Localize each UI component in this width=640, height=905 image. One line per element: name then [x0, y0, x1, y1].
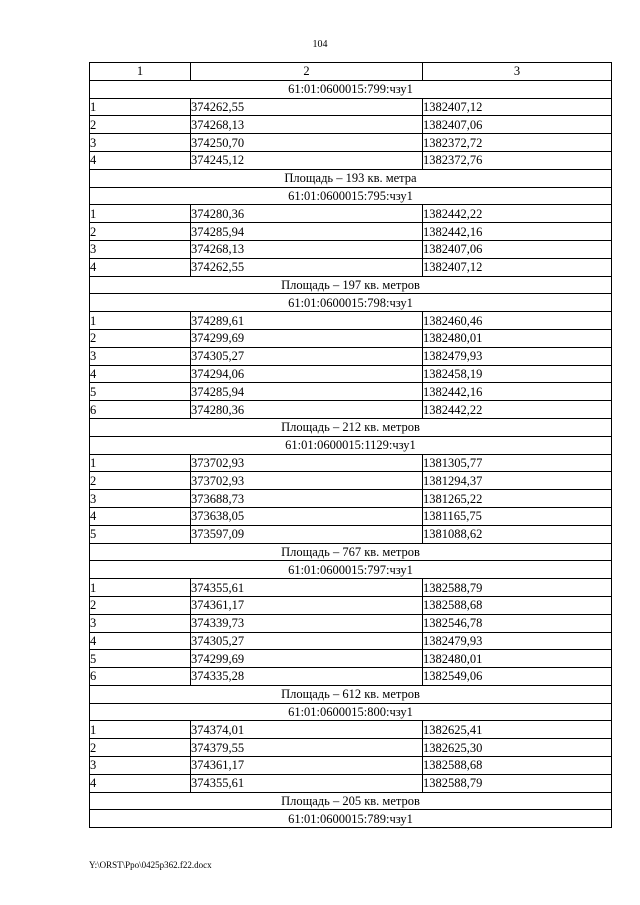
- x-coordinate-cell: 374285,94: [191, 383, 423, 401]
- y-coordinate-cell: 1382407,06: [423, 240, 612, 258]
- x-coordinate-cell: 374361,17: [191, 757, 423, 775]
- y-coordinate-cell: 1381294,37: [423, 472, 612, 490]
- point-number-cell: 4: [90, 151, 191, 169]
- point-number-cell: 3: [90, 490, 191, 508]
- x-coordinate-cell: 374294,06: [191, 365, 423, 383]
- table-row: [90, 596, 612, 614]
- page-number: 104: [312, 39, 328, 50]
- point-number-cell: 5: [90, 650, 191, 668]
- y-coordinate-cell: 1382479,93: [423, 632, 612, 650]
- y-coordinate-cell: 1382407,12: [423, 98, 612, 116]
- y-coordinate-cell: 1382588,79: [423, 774, 612, 792]
- point-number-cell: 6: [90, 668, 191, 686]
- y-coordinate-cell: 1382442,16: [423, 383, 612, 401]
- point-number-cell: 3: [90, 757, 191, 775]
- x-coordinate-cell: 374305,27: [191, 632, 423, 650]
- y-coordinate-cell: 1381265,22: [423, 490, 612, 508]
- table-row: [90, 258, 612, 276]
- section-row: [90, 436, 612, 454]
- coordinates-table: [89, 62, 612, 828]
- table-row: [90, 525, 612, 543]
- y-coordinate-cell: 1382442,22: [423, 401, 612, 419]
- table-row: [90, 757, 612, 775]
- x-coordinate-cell: 374361,17: [191, 596, 423, 614]
- column-header-point-number: 1: [90, 63, 191, 81]
- table-row: [90, 329, 612, 347]
- x-coordinate-cell: 373702,93: [191, 454, 423, 472]
- point-number-cell: 2: [90, 596, 191, 614]
- y-coordinate-cell: 1382442,22: [423, 205, 612, 223]
- section-row: [90, 561, 612, 579]
- point-number-cell: 4: [90, 507, 191, 525]
- point-number-cell: 2: [90, 116, 191, 134]
- parcel-number: 61:01:0600015:797:чзу1: [90, 561, 612, 579]
- x-coordinate-cell: 374268,13: [191, 116, 423, 134]
- table-row: [90, 347, 612, 365]
- x-coordinate-cell: 373688,73: [191, 490, 423, 508]
- table-row: [90, 312, 612, 330]
- table-row: [90, 721, 612, 739]
- x-coordinate-cell: 373638,05: [191, 507, 423, 525]
- point-number-cell: 5: [90, 383, 191, 401]
- point-number-cell: 2: [90, 223, 191, 241]
- table-row: [90, 614, 612, 632]
- y-coordinate-cell: 1382479,93: [423, 347, 612, 365]
- column-header-x-coordinate: 2: [191, 63, 423, 81]
- table-body: [90, 80, 612, 827]
- y-coordinate-cell: 1382546,78: [423, 614, 612, 632]
- table-row: [90, 490, 612, 508]
- parcel-number: 61:01:0600015:789:чзу1: [90, 810, 612, 828]
- parcel-number: 61:01:0600015:1129:чзу1: [90, 436, 612, 454]
- table-row: [90, 134, 612, 152]
- area-label: Площадь – 212 кв. метров: [90, 418, 612, 436]
- y-coordinate-cell: 1382458,19: [423, 365, 612, 383]
- point-number-cell: 3: [90, 240, 191, 258]
- point-number-cell: 4: [90, 774, 191, 792]
- table-row: [90, 116, 612, 134]
- table-row: [90, 240, 612, 258]
- point-number-cell: 4: [90, 258, 191, 276]
- y-coordinate-cell: 1382407,12: [423, 258, 612, 276]
- point-number-cell: 1: [90, 312, 191, 330]
- point-number-cell: 5: [90, 525, 191, 543]
- point-number-cell: 3: [90, 134, 191, 152]
- y-coordinate-cell: 1382625,41: [423, 721, 612, 739]
- x-coordinate-cell: 374289,61: [191, 312, 423, 330]
- x-coordinate-cell: 374262,55: [191, 98, 423, 116]
- table-header-row: [90, 63, 612, 81]
- table-row: [90, 454, 612, 472]
- point-number-cell: 1: [90, 205, 191, 223]
- y-coordinate-cell: 1382372,72: [423, 134, 612, 152]
- point-number-cell: 4: [90, 365, 191, 383]
- point-number-cell: 1: [90, 98, 191, 116]
- point-number-cell: 2: [90, 472, 191, 490]
- y-coordinate-cell: 1382588,79: [423, 579, 612, 597]
- table-row: [90, 151, 612, 169]
- section-row: [90, 294, 612, 312]
- section-row: [90, 187, 612, 205]
- y-coordinate-cell: 1381165,75: [423, 507, 612, 525]
- table-row: [90, 383, 612, 401]
- table-row: [90, 739, 612, 757]
- point-number-cell: 1: [90, 454, 191, 472]
- x-coordinate-cell: 374374,01: [191, 721, 423, 739]
- point-number-cell: 2: [90, 329, 191, 347]
- y-coordinate-cell: 1382407,06: [423, 116, 612, 134]
- section-row: [90, 792, 612, 810]
- y-coordinate-cell: 1382460,46: [423, 312, 612, 330]
- point-number-cell: 3: [90, 614, 191, 632]
- x-coordinate-cell: 373702,93: [191, 472, 423, 490]
- table-row: [90, 579, 612, 597]
- table-row: [90, 668, 612, 686]
- x-coordinate-cell: 374299,69: [191, 650, 423, 668]
- x-coordinate-cell: 374379,55: [191, 739, 423, 757]
- table-row: [90, 650, 612, 668]
- x-coordinate-cell: 374355,61: [191, 774, 423, 792]
- x-coordinate-cell: 374335,28: [191, 668, 423, 686]
- x-coordinate-cell: 374250,70: [191, 134, 423, 152]
- parcel-number: 61:01:0600015:800:чзу1: [90, 703, 612, 721]
- x-coordinate-cell: 374280,36: [191, 401, 423, 419]
- point-number-cell: 3: [90, 347, 191, 365]
- y-coordinate-cell: 1382588,68: [423, 596, 612, 614]
- table-row: [90, 774, 612, 792]
- x-coordinate-cell: 374245,12: [191, 151, 423, 169]
- point-number-cell: 4: [90, 632, 191, 650]
- table-row: [90, 205, 612, 223]
- point-number-cell: 2: [90, 739, 191, 757]
- section-row: [90, 276, 612, 294]
- x-coordinate-cell: 374268,13: [191, 240, 423, 258]
- x-coordinate-cell: 374305,27: [191, 347, 423, 365]
- area-label: Площадь – 612 кв. метров: [90, 685, 612, 703]
- parcel-number: 61:01:0600015:799:чзу1: [90, 80, 612, 98]
- y-coordinate-cell: 1382588,68: [423, 757, 612, 775]
- table-row: [90, 472, 612, 490]
- table-row: [90, 507, 612, 525]
- x-coordinate-cell: 374262,55: [191, 258, 423, 276]
- parcel-number: 61:01:0600015:798:чзу1: [90, 294, 612, 312]
- x-coordinate-cell: 374285,94: [191, 223, 423, 241]
- area-label: Площадь – 193 кв. метра: [90, 169, 612, 187]
- table-row: [90, 365, 612, 383]
- table-row: [90, 632, 612, 650]
- section-row: [90, 543, 612, 561]
- section-row: [90, 169, 612, 187]
- y-coordinate-cell: 1381305,77: [423, 454, 612, 472]
- table-row: [90, 223, 612, 241]
- x-coordinate-cell: 374299,69: [191, 329, 423, 347]
- y-coordinate-cell: 1382625,30: [423, 739, 612, 757]
- section-row: [90, 80, 612, 98]
- column-header-y-coordinate: 3: [423, 63, 612, 81]
- x-coordinate-cell: 374339,73: [191, 614, 423, 632]
- file-path-footer: Y:\ORST\Ppo\0425p362.f22.docx: [89, 860, 212, 870]
- x-coordinate-cell: 374355,61: [191, 579, 423, 597]
- point-number-cell: 1: [90, 721, 191, 739]
- y-coordinate-cell: 1382442,16: [423, 223, 612, 241]
- area-label: Площадь – 205 кв. метров: [90, 792, 612, 810]
- point-number-cell: 1: [90, 579, 191, 597]
- point-number-cell: 6: [90, 401, 191, 419]
- table-row: [90, 98, 612, 116]
- y-coordinate-cell: 1382372,76: [423, 151, 612, 169]
- x-coordinate-cell: 373597,09: [191, 525, 423, 543]
- section-row: [90, 685, 612, 703]
- y-coordinate-cell: 1382480,01: [423, 329, 612, 347]
- section-row: [90, 810, 612, 828]
- area-label: Площадь – 767 кв. метров: [90, 543, 612, 561]
- section-row: [90, 418, 612, 436]
- area-label: Площадь – 197 кв. метров: [90, 276, 612, 294]
- x-coordinate-cell: 374280,36: [191, 205, 423, 223]
- section-row: [90, 703, 612, 721]
- y-coordinate-cell: 1382549,06: [423, 668, 612, 686]
- parcel-number: 61:01:0600015:795:чзу1: [90, 187, 612, 205]
- y-coordinate-cell: 1382480,01: [423, 650, 612, 668]
- y-coordinate-cell: 1381088,62: [423, 525, 612, 543]
- table-row: [90, 401, 612, 419]
